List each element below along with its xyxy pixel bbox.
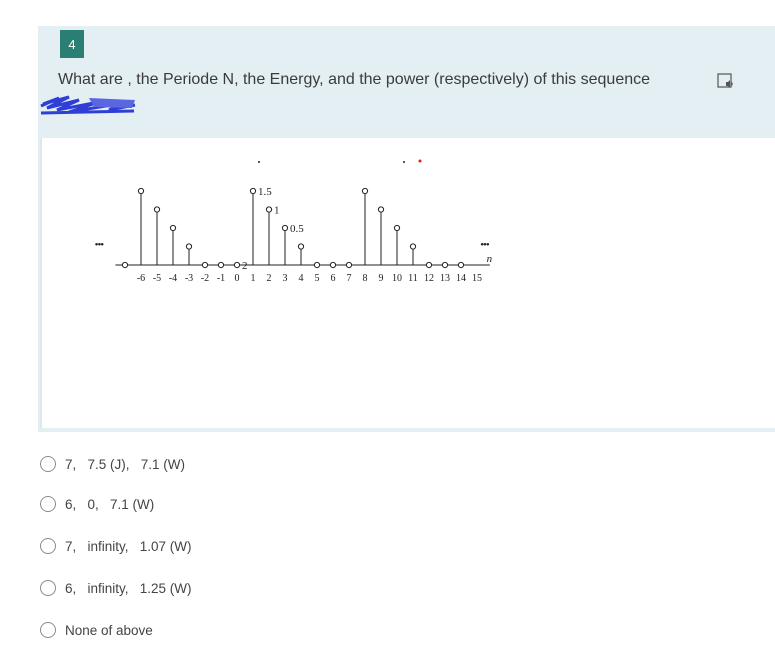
x-tick-label: -6 [136, 273, 146, 284]
option-label: 6, 0, 7.1 (W) [65, 496, 155, 512]
x-tick-label: 7 [346, 273, 352, 284]
stem-marker [234, 262, 239, 267]
x-tick-label: 9 [378, 273, 384, 284]
x-tick-label: 10 [392, 273, 402, 284]
stray-mark [258, 161, 260, 163]
stem-marker [330, 262, 335, 267]
x-tick-label: -1 [216, 273, 226, 284]
radio-button[interactable] [40, 622, 56, 638]
stem-marker [282, 225, 287, 230]
continuation-dots-left: ••• [94, 239, 104, 251]
option-2[interactable] [40, 492, 154, 516]
radio-button[interactable] [40, 580, 56, 596]
x-tick-label: 0 [234, 273, 240, 284]
stem-marker [314, 262, 319, 267]
stem-marker [202, 262, 207, 267]
x-tick-label: 1 [250, 273, 256, 284]
stem-marker [442, 262, 447, 267]
radio-button[interactable] [40, 456, 56, 472]
stem-marker [138, 188, 143, 193]
radio-button[interactable] [40, 496, 56, 512]
option-label: None of above [65, 622, 153, 638]
value-label: 0.5 [290, 223, 304, 235]
question-text: What are , the Periode N, the Energy, and the power (respectively) of this sequence [58, 71, 651, 88]
stem-marker [458, 262, 463, 267]
x-tick-label: 13 [440, 273, 450, 284]
x-axis-label: n [486, 253, 493, 265]
option-5[interactable] [40, 618, 153, 642]
option-label: 7, infinity, 1.07 (W) [65, 538, 192, 554]
x-tick-label: -3 [184, 273, 194, 284]
stem-marker [298, 244, 303, 249]
stem-marker [170, 225, 175, 230]
stem-marker [266, 207, 271, 212]
x-tick-label: 11 [408, 273, 418, 284]
x-tick-label: 5 [314, 273, 320, 284]
stem-marker [186, 244, 191, 249]
x-tick-label: 15 [472, 273, 482, 284]
option-label: 7, 7.5 (J), 7.1 (W) [65, 456, 186, 472]
x-tick-label: -4 [168, 273, 178, 284]
option-4[interactable] [40, 576, 192, 600]
stem-marker [346, 262, 351, 267]
x-tick-label: 2 [266, 273, 272, 284]
stem-marker [250, 188, 255, 193]
option-3[interactable] [40, 534, 192, 558]
radio-button[interactable] [40, 538, 56, 554]
question-number-badge: 4 [60, 30, 84, 58]
value-label: 1 [274, 204, 280, 217]
figure-panel [40, 138, 775, 428]
stem-plot [42, 138, 775, 428]
x-tick-label: 8 [362, 273, 368, 284]
x-tick-label: 12 [424, 273, 434, 284]
red-dot-mark [419, 160, 422, 163]
stray-mark [403, 161, 405, 163]
option-label: 6, infinity, 1.25 (W) [65, 580, 192, 596]
value-label: 1.5 [258, 186, 272, 198]
stem-marker [394, 225, 399, 230]
x-tick-label: 3 [282, 273, 288, 284]
redaction-scribble [39, 94, 139, 116]
continuation-dots-right: ••• [480, 239, 489, 251]
option-1[interactable] [40, 452, 185, 476]
x-tick-label: -5 [152, 273, 162, 284]
stem-marker [426, 262, 431, 267]
value-label: 2 [242, 260, 248, 272]
x-tick-label: -2 [200, 273, 210, 284]
stem-marker [362, 188, 367, 193]
speaker-icon[interactable] [717, 73, 735, 89]
stem-marker [378, 207, 383, 212]
x-tick-label: 14 [456, 273, 466, 284]
stem-marker [410, 244, 415, 249]
stem-marker [122, 262, 127, 267]
x-tick-label: 6 [330, 273, 336, 284]
stem-marker [218, 262, 223, 267]
x-tick-label: 4 [298, 273, 304, 284]
stem-marker [154, 207, 159, 212]
